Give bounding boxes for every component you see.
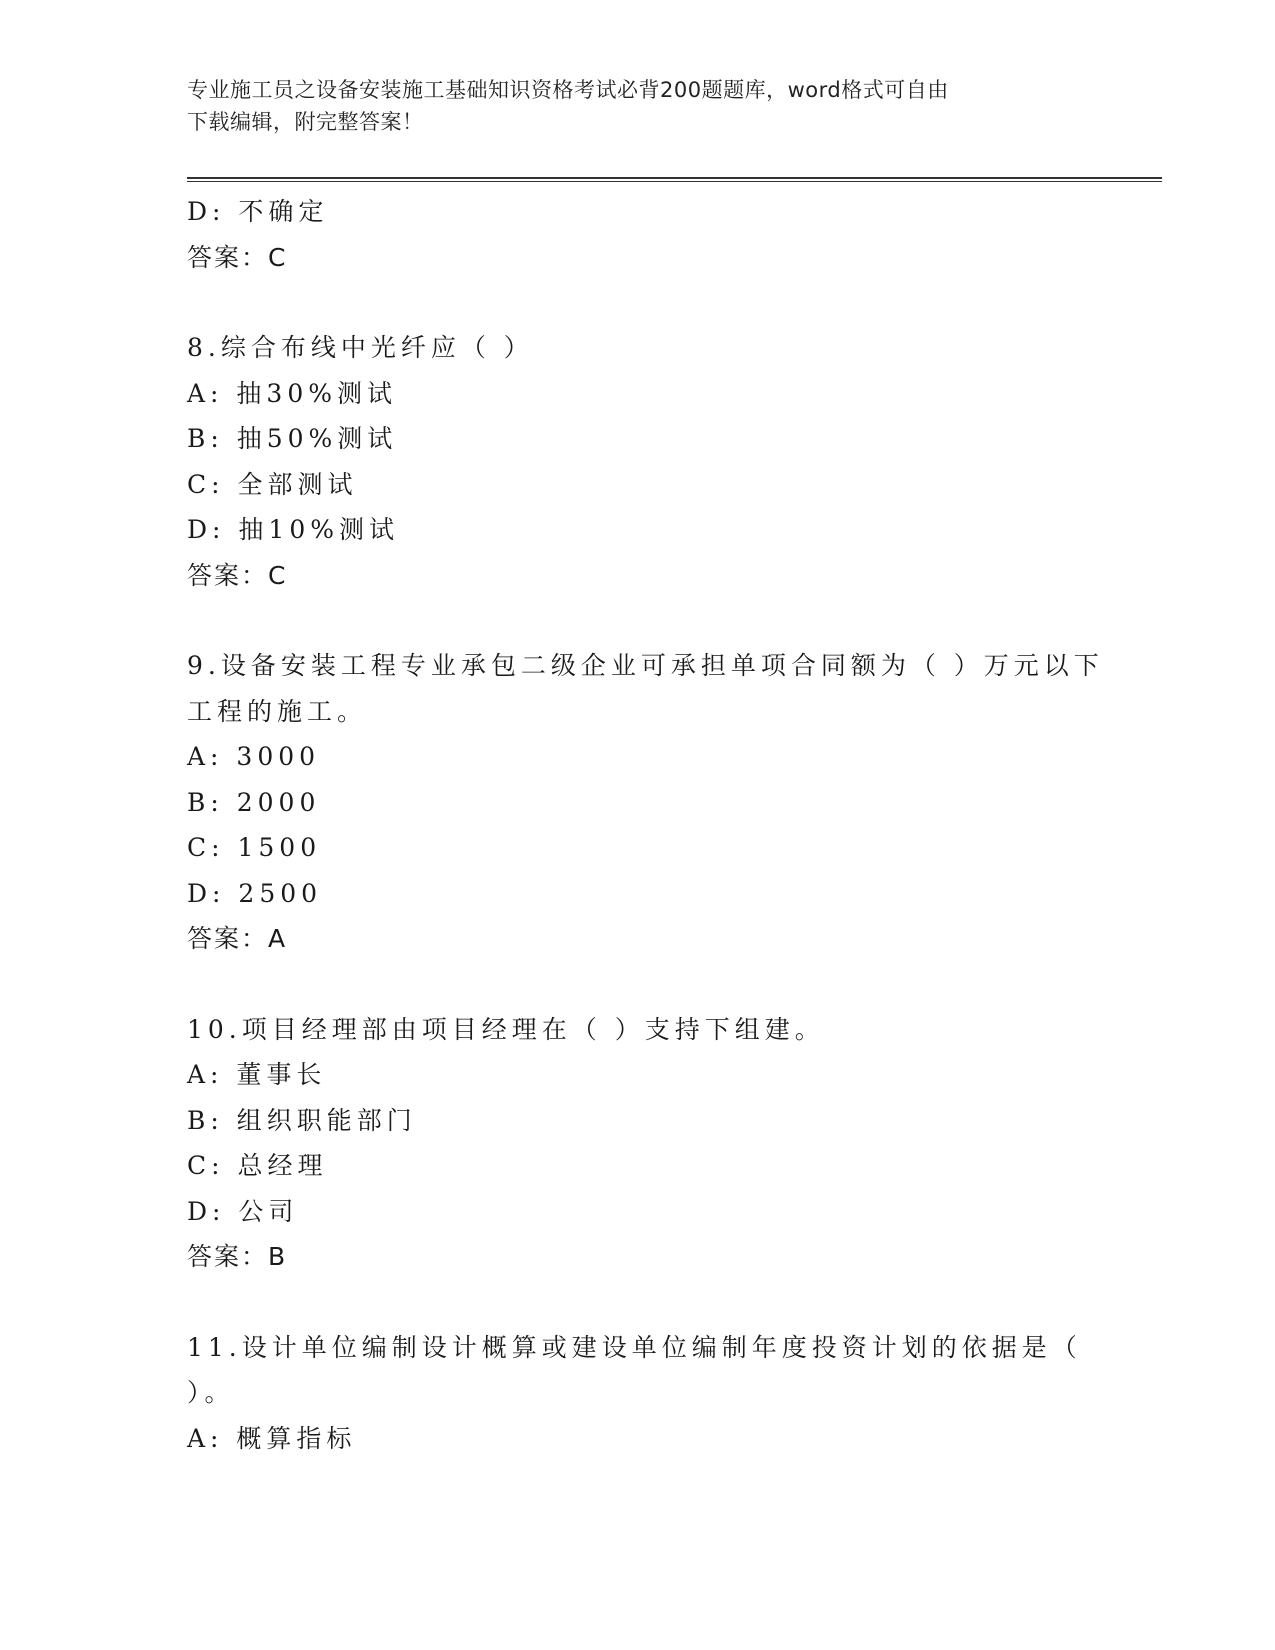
question-text-line-2: 工程的施工。	[187, 696, 368, 726]
question-block-7	[187, 189, 1087, 280]
option-d: D: 不确定	[187, 197, 329, 226]
question-block-9	[187, 643, 1104, 962]
option-d: D: 公司	[187, 1196, 299, 1226]
question-text: 8.综合布线中光纤应（ ）	[187, 333, 534, 362]
option-d: D: 2500	[187, 878, 323, 908]
header-divider-thin	[187, 181, 1162, 182]
answer-line: 答案：A	[187, 924, 288, 953]
question-block-10	[187, 1007, 1087, 1280]
answer-line: 答案：B	[187, 1242, 288, 1271]
document-header	[187, 74, 1087, 138]
header-title-line-2: 下载编辑，附完整答案！	[187, 110, 424, 134]
option-a: A: 概算指标	[187, 1423, 357, 1453]
option-a: A: 抽30%测试	[187, 378, 397, 408]
option-a: A: 董事长	[187, 1060, 327, 1089]
option-b: B: 组织职能部门	[187, 1105, 417, 1135]
answer-line: 答案：C	[187, 242, 288, 272]
header-title-line-1: 专业施工员之设备安装施工基础知识资格考试必背200题题库，word格式可自由	[187, 78, 949, 102]
question-text-line-1: 9.设备安装工程专业承包二级企业可承担单项合同额为（ ）万元以下	[187, 651, 1104, 680]
question-list	[187, 189, 1104, 1461]
question-block-11	[187, 1325, 1087, 1462]
question-text: 10.项目经理部由项目经理在（ ）支持下组建。	[187, 1014, 825, 1044]
option-c: C: 总经理	[187, 1151, 328, 1180]
header-divider-thick	[187, 177, 1162, 179]
question-text-line-1: 11.设计单位编制设计概算或建设单位编制年度投资计划的依据是（	[187, 1332, 1082, 1362]
question-text-line-2: ）。	[187, 1378, 235, 1407]
question-block-8	[187, 325, 1087, 598]
option-d: D: 抽10%测试	[187, 515, 399, 544]
option-c: C: 全部测试	[187, 469, 358, 499]
option-b: B: 抽50%测试	[187, 424, 398, 453]
option-a: A: 3000	[187, 742, 321, 771]
option-b: B: 2000	[187, 787, 321, 817]
answer-line: 答案：C	[187, 560, 288, 590]
option-c: C: 1500	[187, 833, 322, 862]
